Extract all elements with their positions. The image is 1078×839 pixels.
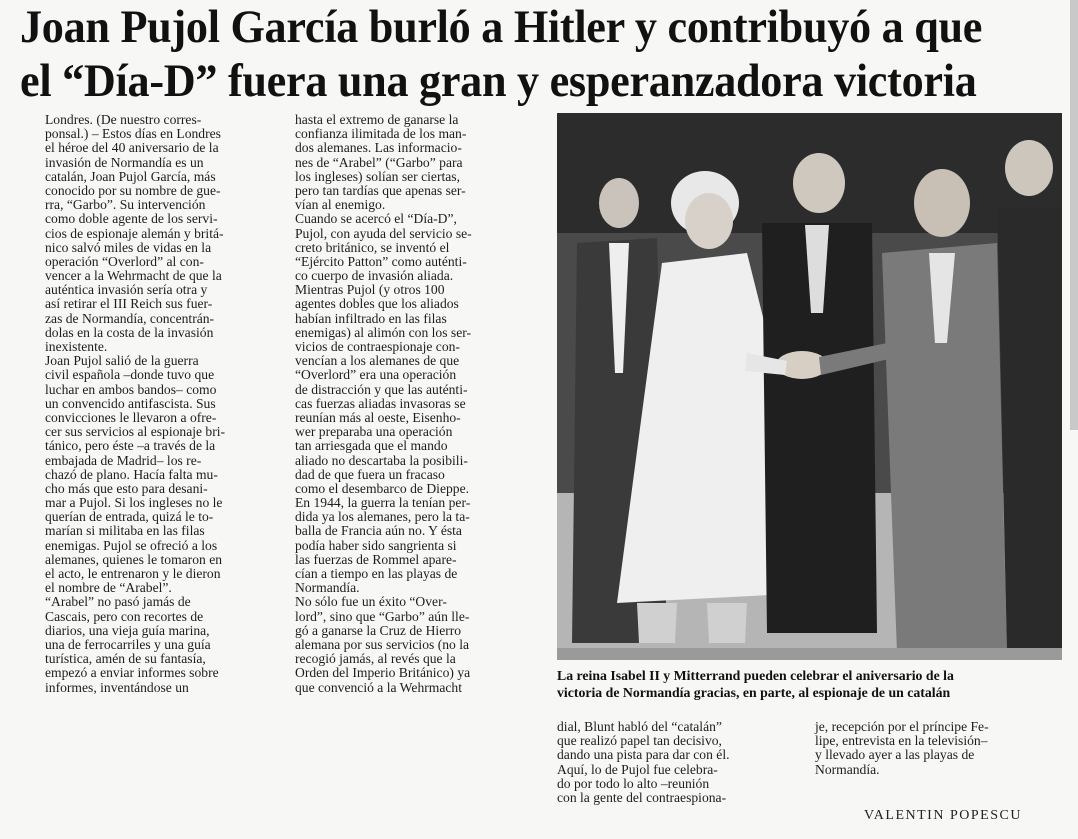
text-line: dando una pista para dar con él. xyxy=(557,747,730,763)
text-line: Londres. (De nuestro corres- xyxy=(45,112,202,127)
text-line: cían a tiempo en las playas de xyxy=(295,566,458,581)
text-line: chazó de plano. Hacía falta mu- xyxy=(45,466,218,482)
text-line: así retirar el III Reich sus fuer- xyxy=(45,296,213,312)
text-line: confianza ilimitada de los man- xyxy=(295,126,467,142)
caption-line-1: La reina Isabel II y Mitterrand pueden celebrar el aniversario de la xyxy=(557,668,954,683)
text-line: No sólo fue un éxito “Over- xyxy=(295,594,447,610)
text-line: diarios, una vieja guía marina, xyxy=(45,622,210,638)
text-line: lord”, sino que “Garbo” aún lle- xyxy=(295,608,470,624)
text-line: gó a ganarse la Cruz de Hierro xyxy=(295,622,462,638)
text-line: de distracción y que las auténti- xyxy=(295,381,468,397)
text-line: “Ejército Patton” como auténti- xyxy=(295,253,467,269)
text-line: una de ferrocarriles y una guía xyxy=(45,636,211,652)
text-line: operación “Overlord” al con- xyxy=(45,253,204,269)
text-line: Cuando se acercó el “Día-D”, xyxy=(295,211,457,227)
text-line: turística, amén de su fantasía, xyxy=(45,651,206,667)
text-line: el héroe del 40 aniversario de la xyxy=(45,140,219,156)
text-line: vicios de contraespionaje con- xyxy=(295,339,460,354)
text-line: balla de Francia aún no. Y ésta xyxy=(295,523,462,539)
text-line: cer sus servicios al espionaje bri- xyxy=(45,424,226,440)
text-line: “Arabel” no pasó jamás de xyxy=(45,594,191,610)
text-line: nico salvó miles de vidas en la xyxy=(45,239,212,255)
text-line: dida ya los alemanes, pero la ta- xyxy=(295,509,470,525)
article-column-3 xyxy=(557,720,805,805)
text-line: reunían más al oeste, Eisenho- xyxy=(295,409,461,425)
text-line: catalán, Joan Pujol García, más xyxy=(45,168,216,184)
text-line: wer preparaba una operación xyxy=(295,424,453,440)
text-line: que convenció a la Wehrmacht xyxy=(295,679,462,695)
text-line: conocido por su nombre de gue- xyxy=(45,182,221,198)
article-column-4 xyxy=(815,720,1060,777)
text-line: Normandía. xyxy=(815,761,880,777)
text-line: marían si militaba en las filas xyxy=(45,523,205,539)
photo-illustration xyxy=(557,113,1062,660)
text-line: los ingleses) solían ser ciertas, xyxy=(295,168,460,184)
text-line: lipe, entrevista en la televisión– xyxy=(815,733,988,749)
text-line: vencer a la Wehrmacht de que la xyxy=(45,268,222,284)
text-line: alemanes, quienes le tomaron en xyxy=(45,551,223,567)
text-line: dolas en la costa de la invasión xyxy=(45,324,214,340)
text-line: que realizó papel tan decisivo, xyxy=(557,733,722,749)
text-line: el acto, le entrenaron y le dieron xyxy=(45,566,221,581)
text-line: ponsal.) – Estos días en Londres xyxy=(45,126,221,142)
text-line: Normandía. xyxy=(295,580,360,596)
text-line: En 1944, la guerra la tenían per- xyxy=(295,495,471,511)
text-line: Mientras Pujol (y otros 100 xyxy=(295,282,445,298)
text-line: “Overlord” era una operación xyxy=(295,367,457,383)
text-line: empezó a enviar informes sobre xyxy=(45,665,219,681)
text-line: como el desembarco de Dieppe. xyxy=(295,480,470,496)
text-line: y llevado ayer a las playas de xyxy=(815,747,975,763)
text-line: mar a Pujol. Si los ingleses no le xyxy=(45,495,223,511)
text-line: tánico, pero éste –a través de la xyxy=(45,438,216,454)
text-line: do por todo lo alto –reunión xyxy=(557,775,710,791)
text-line: con la gente del contraespiona- xyxy=(557,789,727,805)
text-line: pero tan tardías que apenas ser- xyxy=(295,182,466,198)
text-line: vían al enemigo. xyxy=(295,197,386,213)
text-line: habían infiltrado en las filas xyxy=(295,310,447,326)
caption-line-2: victoria de Normandía gracias, en parte, al espionaje de un catalán xyxy=(557,685,951,700)
text-line: agentes dobles que los aliados xyxy=(295,296,459,312)
text-line: co cuerpo de invasión aliada. xyxy=(295,268,454,284)
headline-line-2: el “Día-D” fuera una gran y esperanzadora victoria xyxy=(20,55,977,107)
text-line: un convencido antifascista. Sus xyxy=(45,395,216,411)
text-line: alemana por sus servicios (no la xyxy=(295,636,470,652)
byline: VALENTIN POPESCU xyxy=(864,808,1022,823)
text-line: podía haber sido sangrienta si xyxy=(295,537,457,553)
text-line: inexistente. xyxy=(45,339,108,354)
text-line: auténtica invasión sería otra y xyxy=(45,282,208,298)
text-line: convicciones le llevaron a ofre- xyxy=(45,409,217,425)
text-line: je, recepción por el príncipe Fe- xyxy=(815,719,989,734)
scrollbar[interactable] xyxy=(1070,0,1078,430)
text-line: invasión de Normandía es un xyxy=(45,154,204,170)
text-line: las fuerzas de Rommel apare- xyxy=(295,551,457,567)
text-line: luchar en ambos bandos– como xyxy=(45,381,217,397)
text-line: civil española –donde tuvo que xyxy=(45,367,215,383)
text-line: hasta el extremo de ganarse la xyxy=(295,112,459,127)
text-line: Joan Pujol salió de la guerra xyxy=(45,353,199,369)
photo-caption xyxy=(557,667,1062,701)
news-photo xyxy=(557,113,1062,660)
text-line: Pujol, con ayuda del servicio se- xyxy=(295,225,472,241)
text-line: rra, “Garbo”. Su intervención xyxy=(45,197,206,213)
article-column-1 xyxy=(45,113,273,695)
text-line: Cascais, pero con recortes de xyxy=(45,608,204,624)
text-line: zas de Normandía, concentrán- xyxy=(45,310,215,326)
text-line: aliado no descartaba la posibili- xyxy=(295,452,468,468)
text-line: dad de que fuera un fracaso xyxy=(295,466,445,482)
text-line: vencían a los alemanes de que xyxy=(295,353,460,369)
text-line: Aquí, lo de Pujol fue celebra- xyxy=(557,761,718,777)
article-column-2 xyxy=(295,113,543,695)
text-line: enemigas) al alimón con los ser- xyxy=(295,324,472,340)
text-line: creto británico, se inventó el xyxy=(295,239,450,255)
text-line: tan arriesgada que el mando xyxy=(295,438,448,454)
text-line: como doble agente de los servi- xyxy=(45,211,218,227)
text-line: enemigas. Pujol se ofreció a los xyxy=(45,537,218,553)
text-line: dos alemanes. Las informacio- xyxy=(295,140,462,156)
text-line: cios de espionaje alemán y britá- xyxy=(45,225,224,241)
text-line: cas fuerzas aliadas invasoras se xyxy=(295,395,466,411)
headline xyxy=(20,0,1007,108)
text-line: el nombre de “Arabel”. xyxy=(45,580,172,596)
text-line: Orden del Imperio Británico) ya xyxy=(295,665,471,681)
text-line: dial, Blunt habló del “catalán” xyxy=(557,719,722,734)
text-line: nes de “Arabel” (“Garbo” para xyxy=(295,154,463,170)
text-line: informes, inventándose un xyxy=(45,679,189,695)
text-line: recogió jamás, al revés que la xyxy=(295,651,456,667)
text-line: querían de entrada, quizá le to- xyxy=(45,509,214,525)
text-line: embajada de Madrid– los re- xyxy=(45,452,202,468)
headline-line-1: Joan Pujol García burló a Hitler y contribuyó a que xyxy=(20,1,983,53)
text-line: cho más que esto para desani- xyxy=(45,480,208,496)
